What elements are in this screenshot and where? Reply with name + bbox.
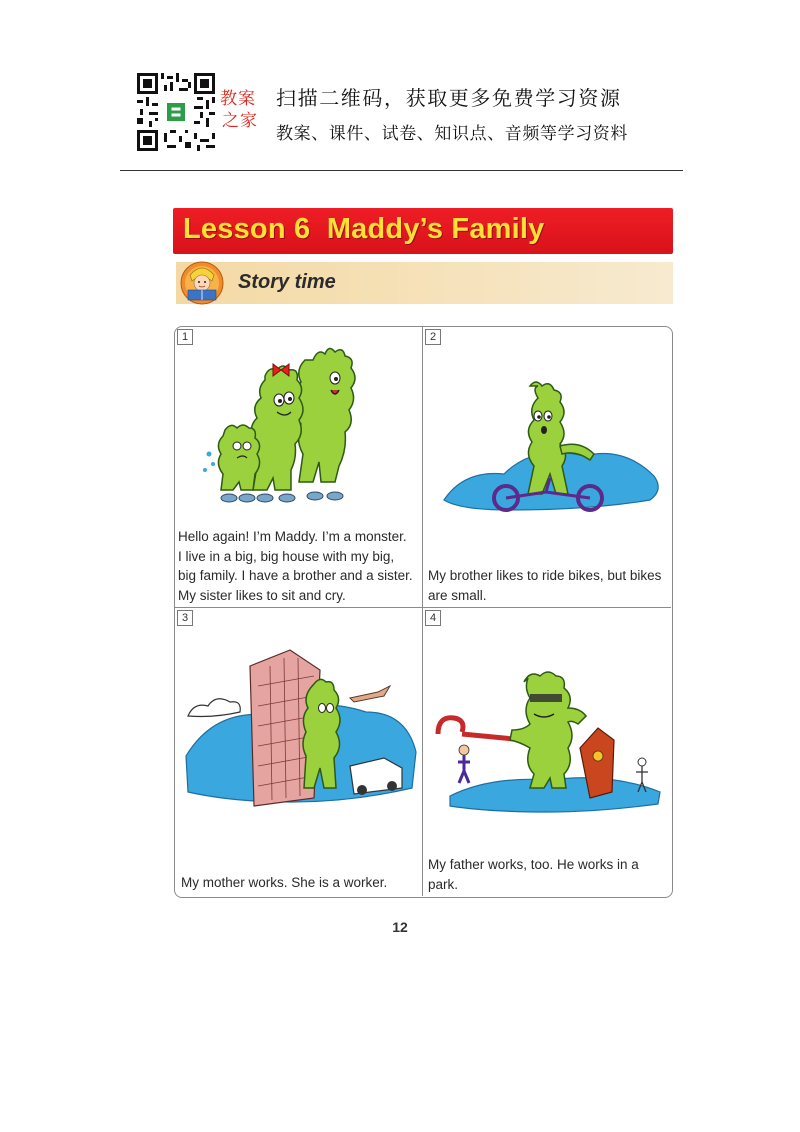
panel-caption: My mother works. She is a worker. — [181, 875, 388, 890]
page-number: 12 — [392, 919, 408, 935]
panel-caption: Hello again! I’m Maddy. I’m a monster. I live in a big, big house with my big, big family. I have a brother and a sister. My sister likes to sit and cry. — [178, 529, 413, 603]
qr-code — [137, 73, 215, 151]
section-title: Story time — [238, 271, 336, 293]
brand-logo — [220, 88, 270, 132]
panel-caption: My brother likes to ride bikes, but bikes are small. — [428, 568, 662, 603]
panel-divider-horizontal — [175, 607, 671, 608]
father-in-park-illustration — [430, 664, 668, 814]
panel-number: 2 — [425, 329, 441, 345]
lesson-title: Lesson 6 Maddy’s Family — [183, 213, 545, 245]
panel-number: 3 — [177, 610, 193, 626]
panel-number: 4 — [425, 610, 441, 626]
panel-caption: My father works, too. He works in a park. — [428, 857, 639, 892]
brand-logo-line: 教案 — [220, 89, 256, 109]
header-promo-text: 扫描二维码，获取更多免费学习资源 — [276, 86, 622, 110]
monster-family-illustration — [195, 338, 410, 508]
panel-number: 1 — [177, 329, 193, 345]
mother-worker-illustration — [180, 636, 418, 811]
panel-divider-vertical — [422, 327, 423, 896]
brother-on-bike-illustration — [434, 380, 669, 520]
reading-girl-icon — [178, 261, 226, 305]
brand-logo-line: 之家 — [222, 111, 258, 131]
header-divider — [120, 170, 683, 171]
header-subtitle-text: 教案、课件、试卷、知识点、音频等学习资料 — [276, 124, 628, 144]
